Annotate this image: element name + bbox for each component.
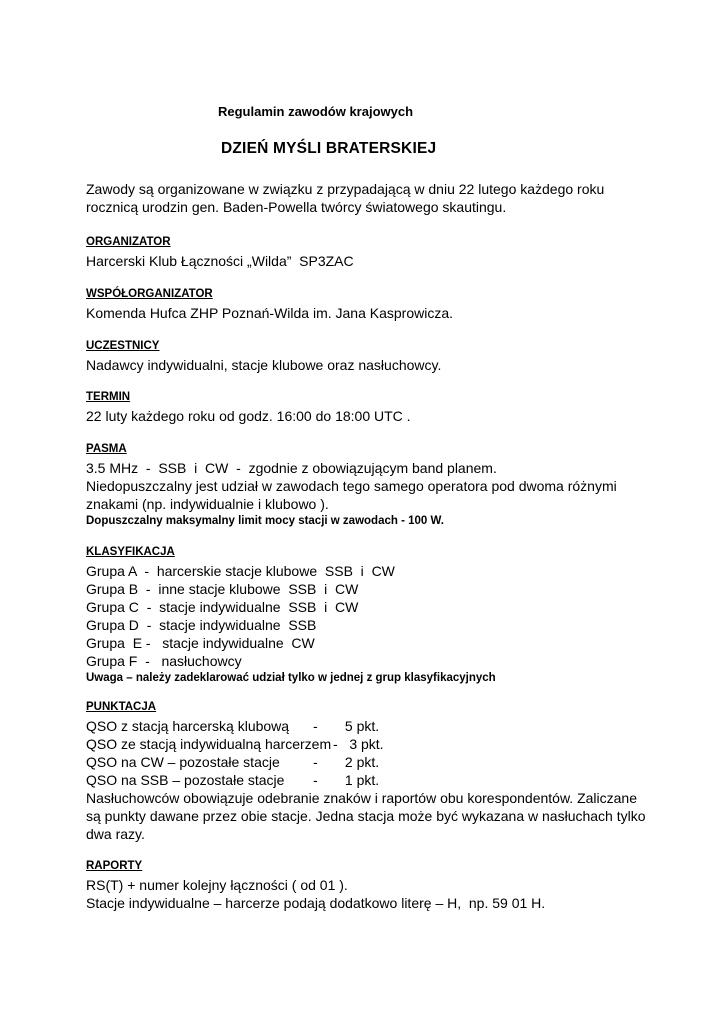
document-title: DZIEŃ MYŚLI BRATERSKIEJ [221, 140, 437, 157]
points-value: - 2 pkt. [313, 754, 380, 770]
points-row [86, 717, 651, 735]
points-label: QSO z stacją harcerską klubową [86, 718, 290, 734]
group-item: Grupa B - inne stacje klubowe SSB i CW [86, 581, 359, 597]
points-value: - 1 pkt. [313, 772, 380, 788]
section-heading: TERMIN [86, 391, 131, 403]
band-line: 3.5 MHz - SSB i CW - zgodnie z obowiązującym band planem. [86, 460, 497, 476]
section-uczestnicy [86, 339, 666, 374]
section-heading: ORGANIZATOR [86, 236, 171, 248]
points-value: - 5 pkt. [313, 718, 380, 734]
operator-rule: Niedopuszczalny jest udział w zawodach tego samego operatora pod dwoma różnymi znakami (np. indywidualnie i klubowo ). [86, 478, 617, 512]
section-wspolorganizator [86, 287, 666, 322]
section-heading: KLASYFIKACJA [86, 546, 175, 558]
section-heading: PASMA [86, 443, 127, 455]
group-item: Grupa C - stacje indywidualne SSB i CW [86, 599, 359, 615]
section-heading: UCZESTNICY [86, 340, 160, 352]
points-label: QSO ze stacją indywidualną harcerzem [86, 736, 332, 752]
points-row [86, 735, 651, 753]
group-item: Grupa F - nasłuchowcy [86, 653, 242, 669]
group-item: Grupa E - stacje indywidualne CW [86, 635, 315, 651]
report-line: Stacje indywidualne – harcerze podają dodatkowo literę – H, np. 59 01 H. [86, 895, 546, 911]
classification-note: Uwaga – należy zadeklarować udział tylko w jednej z grup klasyfikacyjnych [86, 672, 496, 684]
section-heading: WSPÓŁORGANIZATOR [86, 288, 213, 300]
section-organizator [86, 235, 666, 270]
listener-rule: Nasłuchowców obowiązuje odebranie znaków i raportów obu korespondentów. Zaliczane są punkty dawane przez obie stacje. Jedna stacja może być wykazana w nasłuchach tylko dwa razy. [86, 790, 646, 842]
document-subtitle: Regulamin zawodów krajowych [218, 104, 414, 119]
intro-paragraph: Zawody są organizowane w związku z przypadającą w dniu 22 lutego każdego roku rocznicą urodzin gen. Baden-Powella twórcy światowego skautingu. [86, 181, 605, 215]
section-raporty [86, 859, 666, 912]
group-item: Grupa A - harcerskie stacje klubowe SSB i CW [86, 563, 395, 579]
points-label: QSO na CW – pozostałe stacje [86, 754, 280, 770]
points-row [86, 753, 651, 771]
section-text: Nadawcy indywidualni, stacje klubowe oraz nasłuchowcy. [86, 357, 442, 373]
power-limit-note: Dopuszczalny maksymalny limit mocy stacji w zawodach - 100 W. [86, 515, 444, 527]
section-heading: RAPORTY [86, 860, 143, 872]
section-text: 22 luty każdego roku od godz. 16:00 do 18:00 UTC . [86, 408, 411, 424]
points-label: QSO na SSB – pozostałe stacje [86, 772, 285, 788]
section-heading: PUNKTACJA [86, 701, 157, 713]
section-text: Komenda Hufca ZHP Poznań-Wilda im. Jana Kasprowicza. [86, 305, 454, 321]
points-row [86, 771, 651, 789]
section-punktacja [86, 700, 651, 843]
section-klasyfikacja [86, 545, 666, 686]
report-line: RS(T) + numer kolejny łączności ( od 01 ). [86, 877, 348, 893]
section-pasma [86, 442, 646, 529]
section-termin [86, 390, 666, 425]
points-value: - 3 pkt. [333, 736, 384, 752]
group-item: Grupa D - stacje indywidualne SSB [86, 617, 317, 633]
section-text: Harcerski Klub Łączności „Wilda” SP3ZAC [86, 253, 354, 269]
